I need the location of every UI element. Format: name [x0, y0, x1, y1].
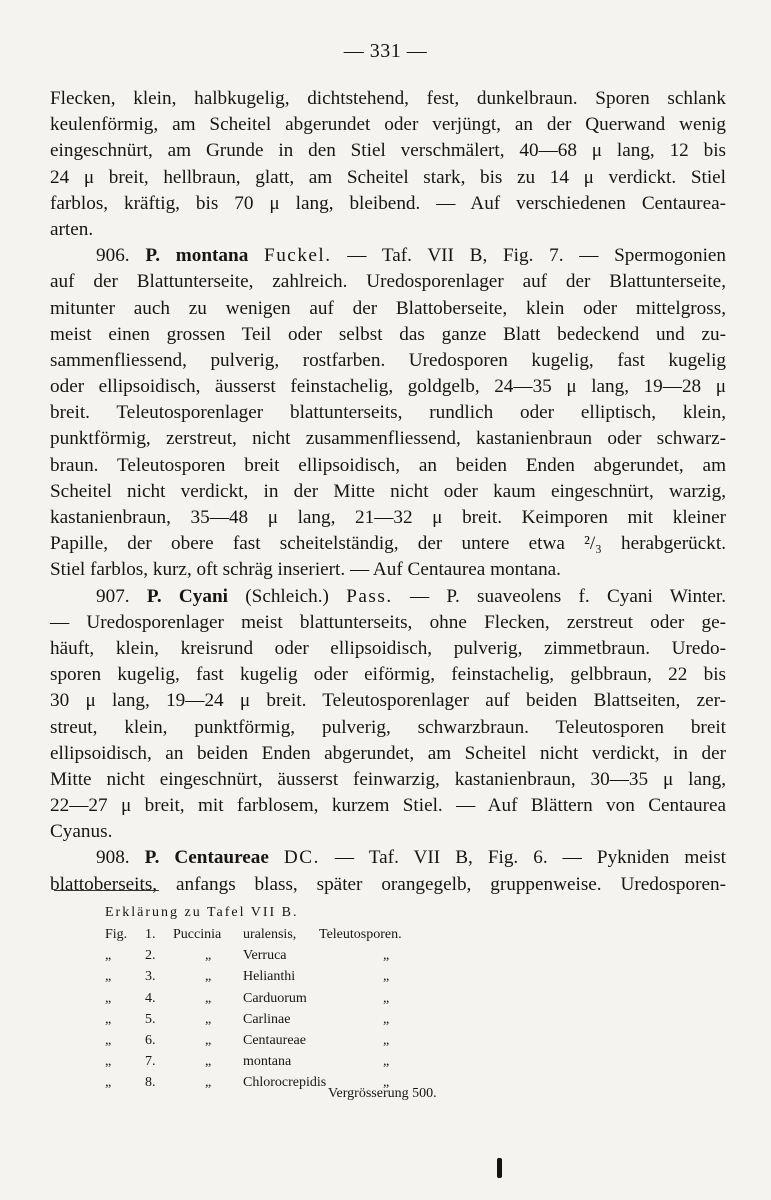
legend-row — [105, 1051, 505, 1072]
species-heading-rest: — Taf. VII B, Fig. 7. — Spermogonien — [347, 245, 727, 267]
legend-fig-label: „ — [105, 1032, 112, 1048]
species-number: 907. — [96, 585, 130, 607]
legend-fig-number: 8. — [145, 1075, 156, 1091]
legend-fig-label: „ — [105, 990, 112, 1006]
text-line: kastanienbraun, 35—48 μ lang, 21—32 μ breit. Keimporen mit kleiner — [50, 507, 726, 528]
text-line: 22—27 μ breit, mit farblosem, kurzem Stiel. — Auf Blättern von Centaurea — [50, 795, 726, 817]
text-line: blattoberseits, anfangs blass, später orangegelb, gruppenweise. Uredosporen- — [50, 873, 726, 895]
legend-ditto-mark: „ — [205, 1054, 212, 1070]
text-line: 24 μ breit, hellbraun, glatt, am Scheitel stark, bis zu 14 μ verdickt. Stiel — [50, 166, 726, 188]
text-line: Scheitel nicht verdickt, in der Mitte nicht oder kaum eingeschnürt, warzig, — [50, 480, 726, 502]
legend-fig-label: Fig. — [105, 927, 128, 942]
text-line: Stiel farblos, kurz, oft schräg inseriert. — Auf Centaurea montana. — [50, 559, 561, 581]
text-line: braun. Teleutosporen breit ellipsoidisch, an beiden Enden abgerundet, am — [50, 454, 726, 476]
text-line: Mitte nicht eingeschnürt, äusserst feinwarzig, kastanienbraun, 30—35 μ lang, — [50, 768, 726, 790]
legend-ditto-mark: „ — [205, 948, 212, 964]
species-number: 908. — [96, 847, 130, 869]
magnification-note: Vergrösserung 500. — [328, 1086, 437, 1101]
species-author: DC. — [283, 847, 320, 869]
legend-ditto-mark: „ — [205, 1032, 212, 1048]
text-line: auf der Blattunterseite, zahlreich. Uredosporenlager auf der Blattunterseite, — [50, 271, 726, 293]
text-line: streut, klein, punktförmig, pulverig, schwarzbraun. Teleutosporen breit — [50, 716, 726, 738]
legend-ditto-mark: „ — [383, 1075, 390, 1091]
text-line: punktförmig, zerstreut, nicht zusammenfliessend, kastanienbraun oder schwarz- — [50, 428, 726, 450]
text-line: breit. Teleutosporenlager blattunterseits, rundlich oder elliptisch, klein, — [50, 402, 726, 424]
text-line: Papille, der obere fast scheitelständig, der untere etwa ²/₃ herabgerückt. — [50, 533, 726, 555]
species-number: 906. — [96, 245, 130, 267]
text-line: mitunter auch zu wenigen auf der Blattoberseite, klein oder mittelgross, — [50, 297, 726, 319]
legend-title: Erklärung zu Tafel VII B. — [105, 905, 299, 920]
legend-row — [105, 966, 505, 987]
legend-fig-number: 6. — [145, 1032, 156, 1048]
text-line: häuft, klein, kreisrund oder ellipsoidisch, pulverig, zimmetbraun. Uredo- — [50, 637, 726, 659]
species-author-paren: (Schleich.) — [245, 585, 329, 607]
species-name: P. Centaureae — [144, 847, 269, 869]
legend-ditto-mark: „ — [383, 990, 390, 1006]
legend-row — [105, 1009, 505, 1030]
text-line: meist einen grossen Teil oder selbst das ganze Blatt bedeckend und zu- — [50, 323, 726, 345]
species-908-heading — [50, 845, 726, 871]
legend-species: Carlinae — [243, 1011, 291, 1027]
legend-fig-number: 4. — [145, 990, 156, 1006]
legend-species: Chlorocrepidis — [243, 1075, 327, 1091]
legend-ditto-mark: „ — [205, 1075, 212, 1091]
footnote-divider — [54, 890, 159, 891]
species-name: P. Cyani — [146, 585, 228, 607]
species-author: Fuckel. — [264, 245, 332, 267]
legend-fig-number: 7. — [145, 1054, 156, 1070]
legend-row — [105, 1030, 505, 1051]
legend-fig-label: „ — [105, 948, 112, 964]
legend-species: montana — [243, 1054, 292, 1070]
legend-ditto-mark: „ — [205, 1011, 212, 1027]
legend-ditto-mark: „ — [383, 1032, 390, 1048]
ink-mark — [497, 1158, 502, 1178]
legend-ditto-mark: „ — [205, 969, 212, 985]
text-line: oder ellipsoidisch, äusserst feinstachelig, goldgelb, 24—35 μ lang, 19—28 μ — [50, 376, 726, 398]
text-line: sammenfliessend, pulverig, rostfarben. Uredosporen kugelig, fast kugelig — [50, 349, 726, 371]
plate-legend — [105, 902, 505, 1094]
legend-fig-label: „ — [105, 969, 112, 985]
legend-ditto-mark: „ — [205, 990, 212, 1006]
legend-ditto-mark: „ — [383, 969, 390, 985]
legend-row — [105, 1072, 505, 1093]
text-line: 30 μ lang, 19—24 μ breit. Teleutosporenlager auf beiden Blattseiten, zer- — [50, 690, 726, 712]
page-number: — 331 — — [343, 40, 428, 62]
text-line: arten. — [50, 218, 94, 240]
species-907-heading — [50, 584, 726, 610]
legend-fig-label: „ — [105, 1075, 112, 1091]
legend-species: Helianthi — [243, 969, 296, 985]
species-heading-rest: — P. suaveolens f. Cyani Winter. — [409, 585, 727, 607]
species-906-heading — [50, 243, 726, 269]
legend-spore-type: Teleutosporen. — [319, 927, 402, 942]
legend-genus: Puccinia — [173, 927, 222, 942]
text-line: — Uredosporenlager meist blattunterseits, ohne Flecken, zerstreut oder ge- — [50, 611, 726, 633]
legend-fig-number: 3. — [145, 969, 156, 985]
legend-species: uralensis, — [243, 927, 297, 942]
text-line: keulenförmig, am Scheitel abgerundet oder verjüngt, an der Querwand wenig — [50, 114, 726, 136]
legend-species: Carduorum — [243, 990, 307, 1006]
species-name: P. montana — [145, 245, 249, 267]
legend-fig-number: 2. — [145, 948, 156, 964]
species-heading-rest: — Taf. VII B, Fig. 6. — Pykniden meist — [334, 847, 726, 869]
text-line: Flecken, klein, halbkugelig, dichtstehend, fest, dunkelbraun. Sporen schlank — [50, 88, 726, 109]
legend-rows — [105, 924, 505, 1094]
text-line: ellipsoidisch, an beiden Enden abgerundet, am Scheitel nicht verdickt, in der — [50, 742, 726, 764]
legend-ditto-mark: „ — [383, 1011, 390, 1027]
legend-fig-label: „ — [105, 1054, 112, 1070]
text-line: sporen kugelig, fast kugelig oder eiförmig, feinstachelig, gelbbraun, 22 bis — [50, 664, 726, 686]
legend-row — [105, 988, 505, 1009]
legend-species: Verruca — [243, 948, 287, 964]
legend-species: Centaureae — [243, 1032, 306, 1048]
legend-fig-number: 5. — [145, 1011, 156, 1027]
species-author: Pass. — [346, 585, 393, 607]
text-line: eingeschnürt, am Grunde in den Stiel verschmälert, 40—68 μ lang, 12 bis — [50, 140, 726, 162]
text-line: farblos, kräftig, bis 70 μ lang, bleibend. — Auf verschiedenen Centaurea- — [50, 192, 726, 214]
legend-row — [105, 945, 505, 966]
body-text — [50, 86, 726, 898]
legend-fig-number: 1. — [145, 927, 156, 942]
legend-row — [105, 924, 505, 945]
text-line: Cyanus. — [50, 821, 113, 843]
legend-ditto-mark: „ — [383, 1054, 390, 1070]
legend-ditto-mark: „ — [383, 948, 390, 964]
legend-fig-label: „ — [105, 1011, 112, 1027]
